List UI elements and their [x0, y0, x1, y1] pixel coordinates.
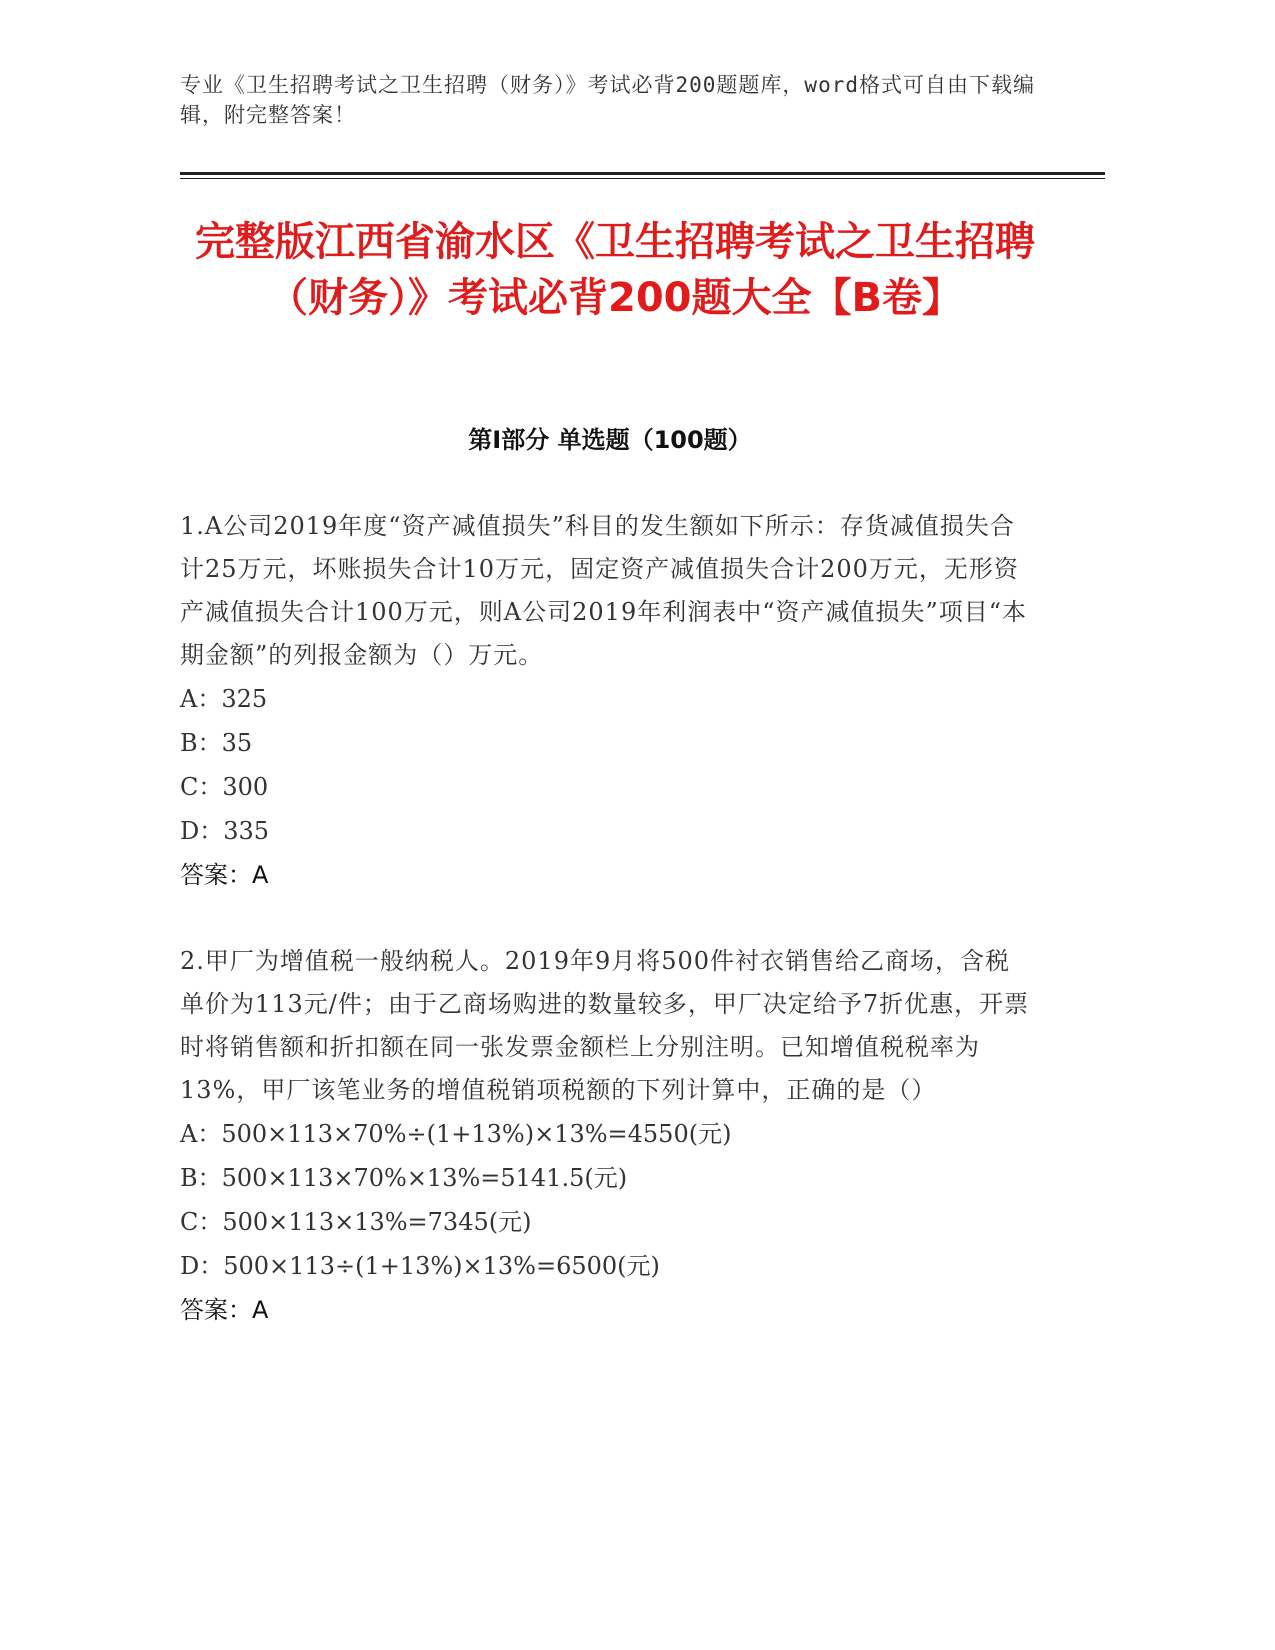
option-d: D：500×113÷(1+13%)×13%=6500(元)	[180, 1252, 660, 1280]
option-c: C：300	[180, 773, 269, 801]
answer: 答案：A	[180, 861, 269, 889]
option-b: B：500×113×70%×13%=5141.5(元)	[180, 1164, 628, 1192]
document-title: 完整版江西省渝水区《卫生招聘考试之卫生招聘（财务）》考试必背200题大全【B卷】	[195, 219, 1035, 321]
question-2	[180, 940, 1030, 1332]
header-divider-thin	[180, 178, 1105, 179]
option-c: C：500×113×13%=7345(元)	[180, 1208, 532, 1236]
option-a: A：325	[180, 685, 268, 713]
question-text: 2.甲厂为增值税一般纳税人。2019年9月将500件衬衣销售给乙商场，含税单价为113元/件；由于乙商场购进的数量较多，甲厂决定给予7折优惠，开票时将销售额和折扣额在同一张发票金额栏上分别注明。已知增值税税率为13%，甲厂该笔业务的增值税销项税额的下列计算中，正确的是（）	[180, 947, 1030, 1104]
option-b: B：35	[180, 729, 253, 757]
header-note: 专业《卫生招聘考试之卫生招聘（财务）》考试必背200题题库，word格式可自由下载编辑，附完整答案！	[180, 73, 1035, 127]
question-text: 1.A公司2019年度“资产减值损失”科目的发生额如下所示：存货减值损失合计25万元，坏账损失合计10万元，固定资产减值损失合计200万元，无形资产减值损失合计100万元，则A公司2019年利润表中“资产减值损失”项目“本期金额”的列报金额为（）万元。	[180, 512, 1028, 669]
question-1	[180, 505, 1030, 897]
option-a: A：500×113×70%÷(1+13%)×13%=4550(元)	[180, 1120, 732, 1148]
header-divider-thick	[180, 172, 1105, 175]
option-d: D：335	[180, 817, 270, 845]
answer: 答案：A	[180, 1296, 269, 1324]
section-heading: 第Ⅰ部分 单选题（100题）	[468, 426, 752, 454]
